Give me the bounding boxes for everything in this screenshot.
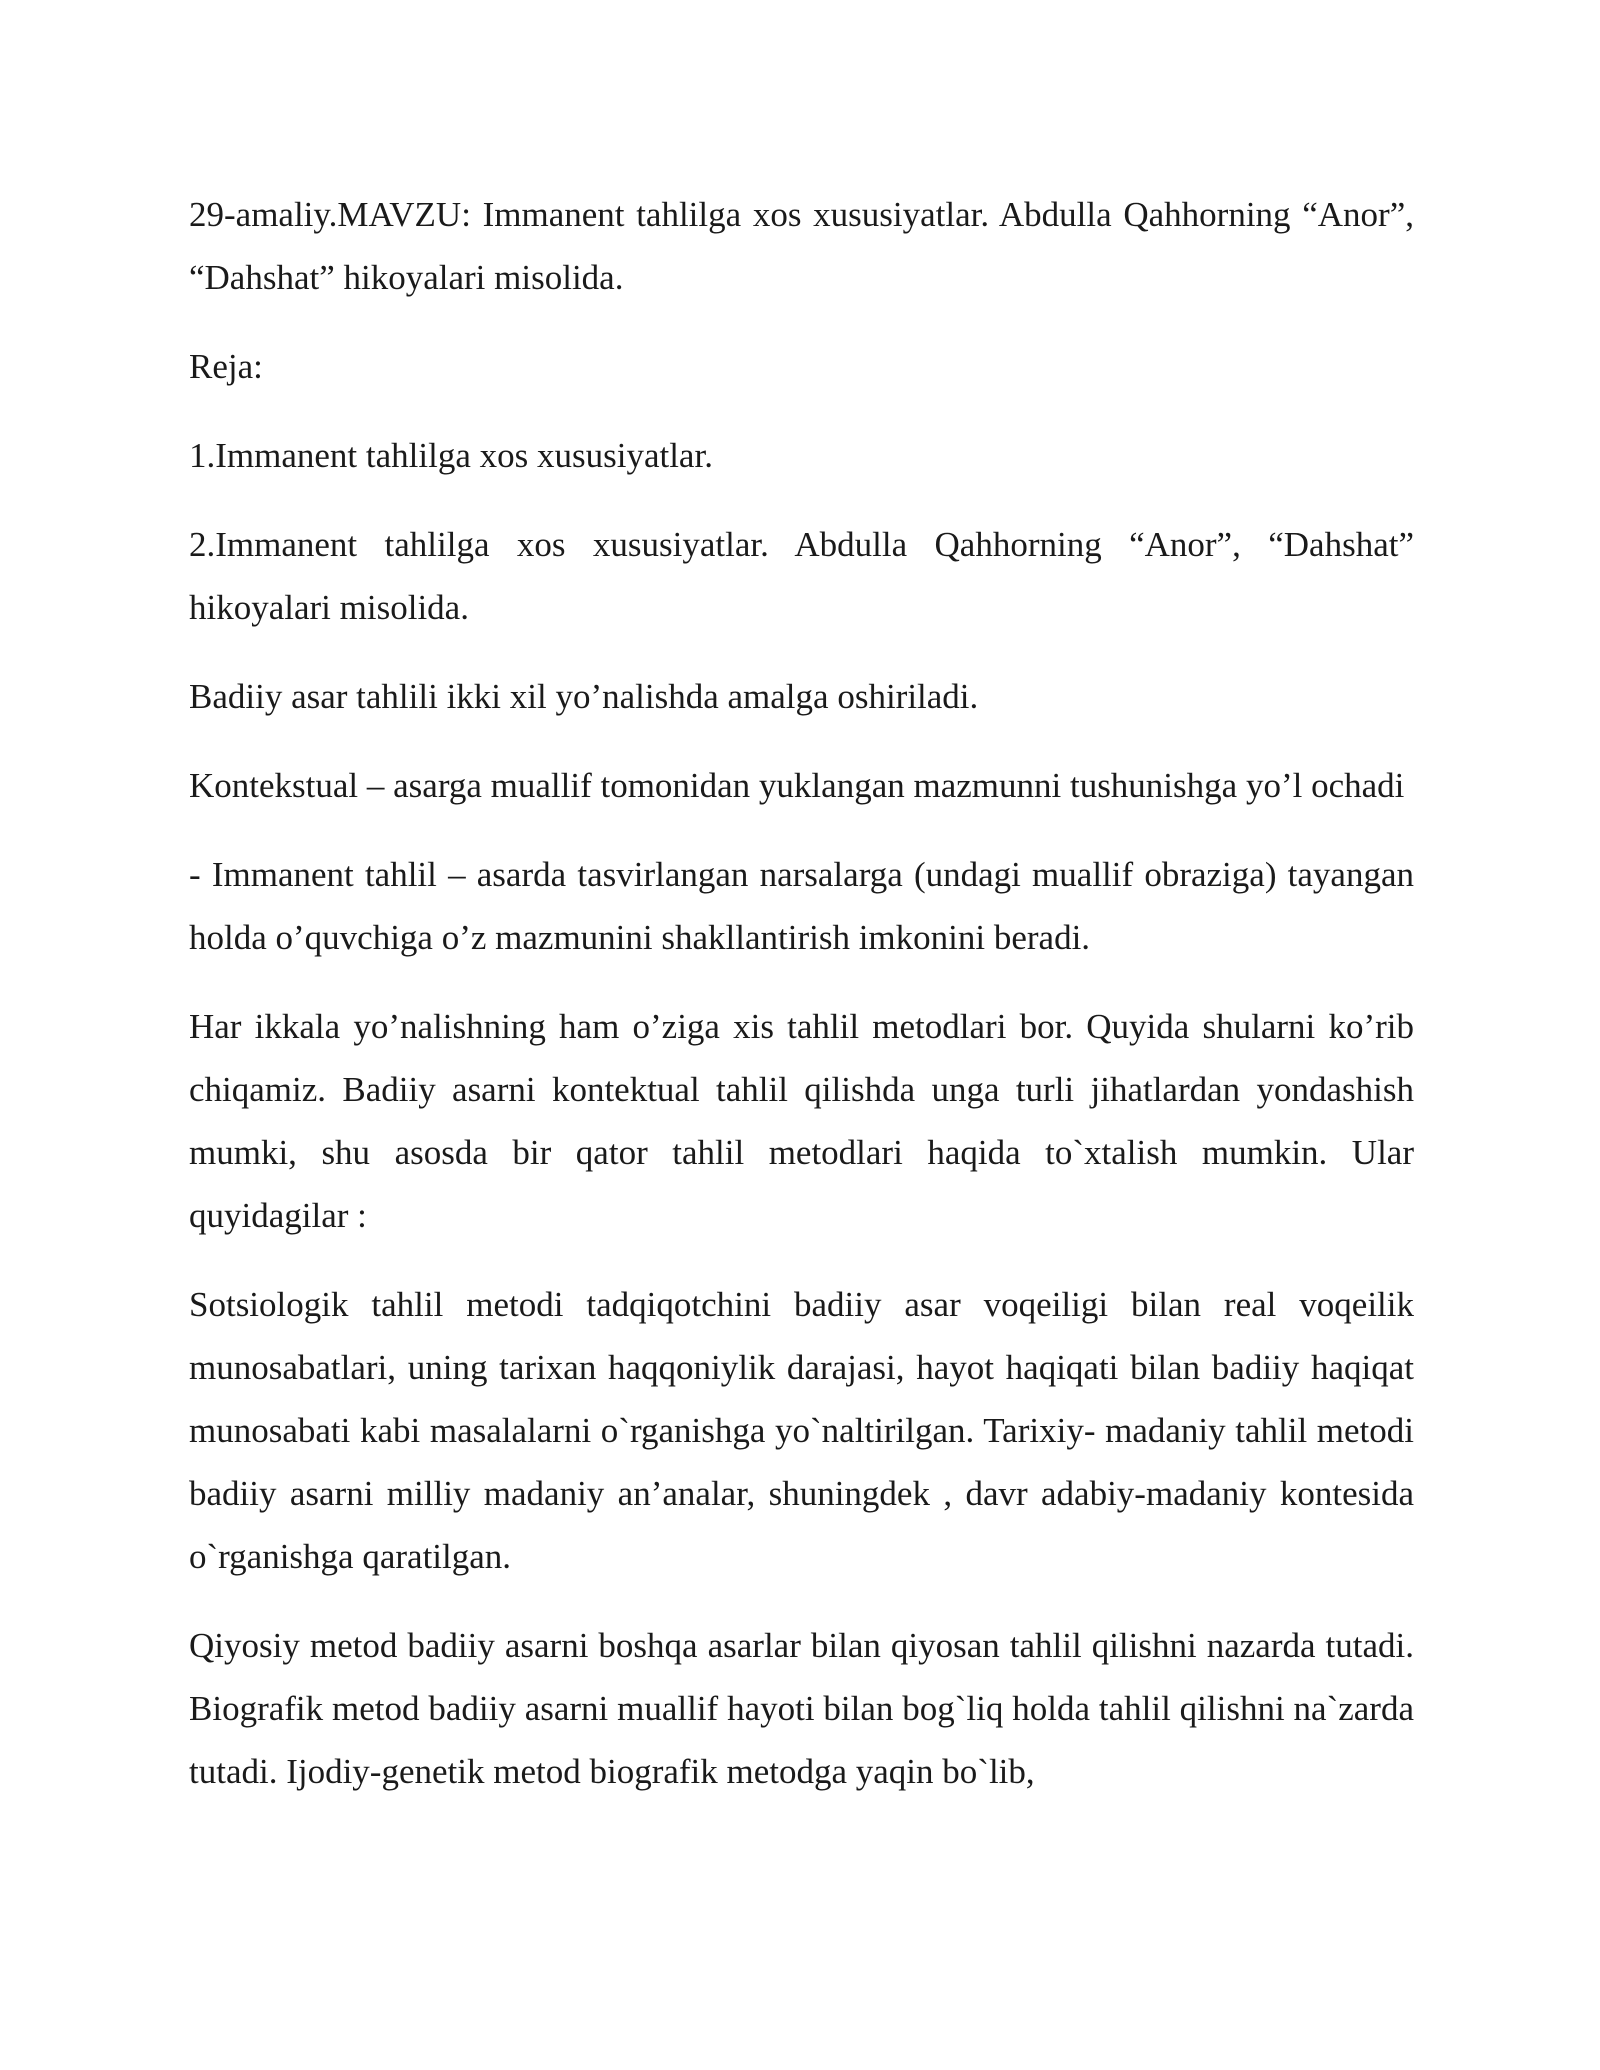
document-body bbox=[189, 183, 1414, 1829]
paragraph: Badiiy asar tahlili ikki xil yo’nalishda amalga oshiriladi. bbox=[189, 677, 979, 716]
paragraph: Qiyosiy metod badiiy asarni boshqa asarlar bilan qiyosan tahlil qilishni nazarda tutadi. Biografik metod badiiy asarni muallif hayoti bilan bog`liq holda tahlil qilishni na`zarda tutadi. Ijodiy-genetik metod biografik metodga yaqin bo`lib, bbox=[189, 1626, 1414, 1791]
paragraph: Har ikkala yo’nalishning ham o’ziga xis tahlil metodlari bor. Quyida shularni ko’rib chiqamiz. Badiiy asarni kontektual tahlil qilishda unga turli jihatlardan yondashish mumki, shu asosda bir qator tahlil metodlari haqida to`xtalish mumkin. Ular quyidagilar : bbox=[189, 1007, 1414, 1235]
paragraph: - Immanent tahlil – asarda tasvirlangan narsalarga (undagi muallif obraziga) tayangan holda o’quvchiga o’z mazmunini shakllantirish imkonini beradi. bbox=[189, 855, 1414, 957]
plan-heading: Reja: bbox=[189, 347, 263, 386]
paragraph: Sotsiologik tahlil metodi tadqiqotchini badiiy asar voqeiligi bilan real voqeilik munosabatlari, uning tarixan haqqoniylik darajasi, hayot haqiqati bilan badiiy haqiqat munosabati kabi masalalarni o`rganishga yo`naltirilgan. Tarixiy- madaniy tahlil metodi badiiy asarni milliy madaniy an’analar, shuningdek , davr adabiy-madaniy kontesida o`rganishga qaratilgan. bbox=[189, 1285, 1414, 1576]
document-title: 29-amaliy.MAVZU: Immanent tahlilga xos xususiyatlar. Abdulla Qahhorning “Anor”, “Dahshat” hikoyalari misolida. bbox=[189, 195, 1414, 297]
plan-item-1: 1.Immanent tahlilga xos xususiyatlar. bbox=[189, 436, 713, 475]
plan-item-2: 2.Immanent tahlilga xos xususiyatlar. Abdulla Qahhorning “Anor”, “Dahshat” hikoyalari misolida. bbox=[189, 525, 1414, 627]
paragraph: Kontekstual – asarga muallif tomonidan yuklangan mazmunni tushunishga yo’l ochadi bbox=[189, 766, 1405, 805]
